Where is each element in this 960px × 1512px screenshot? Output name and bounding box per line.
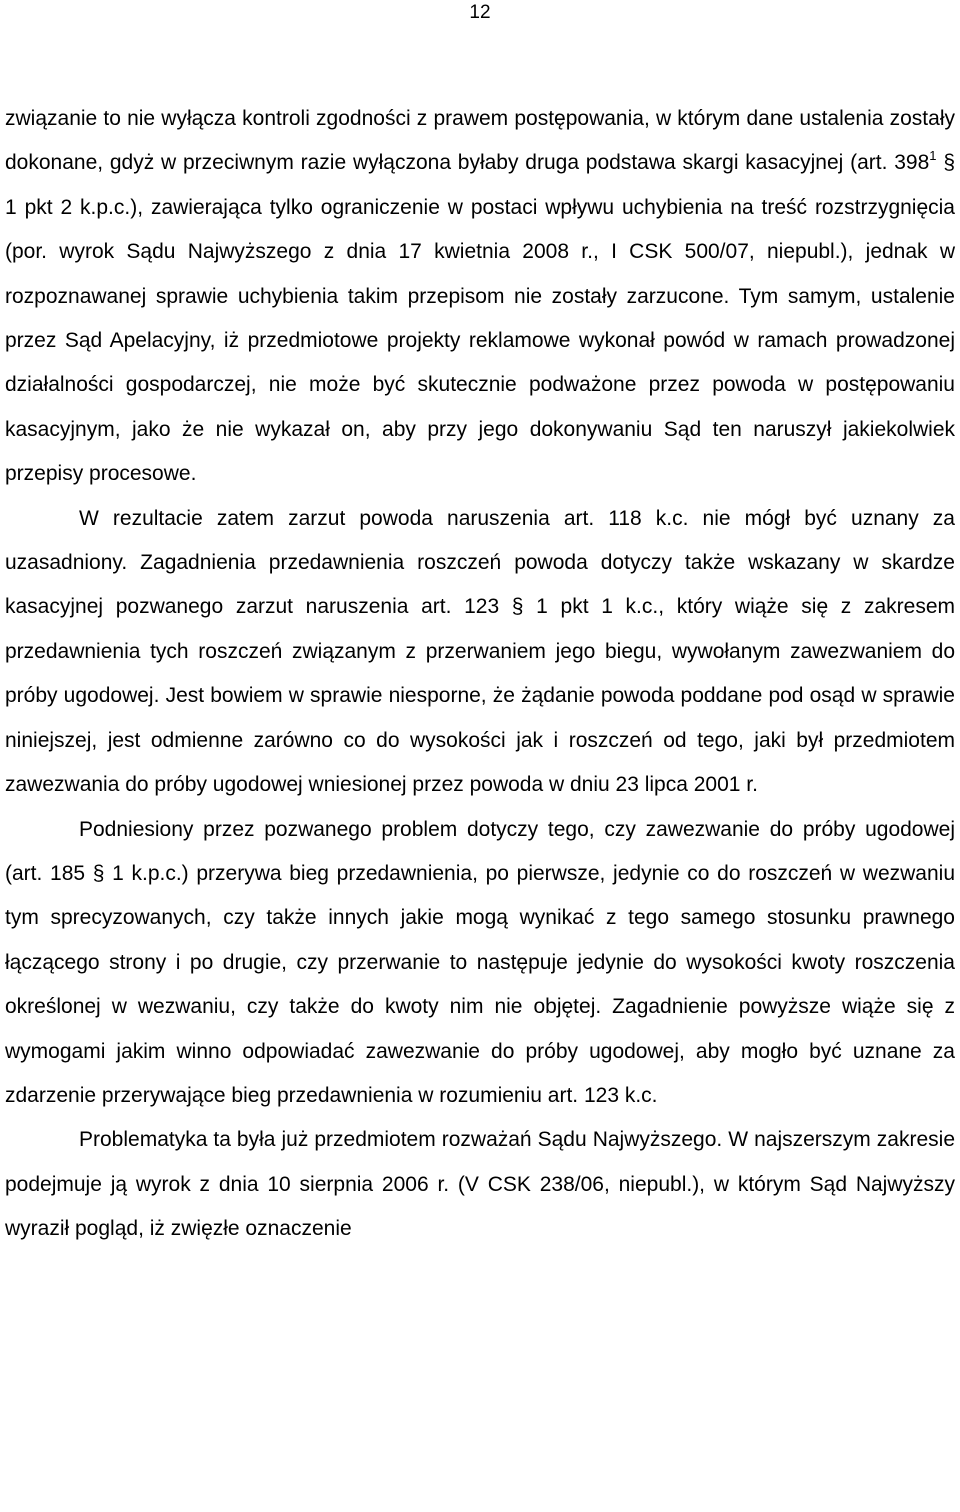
paragraph-1-text-start: związanie to nie wyłącza kontroli zgodności z prawem postępowania, w którym dane ustalenia zostały dokonane, gdyż w przeciwnym razie wyłączona byłaby druga podstawa skargi kasacyjnej (art. 398 <box>5 107 955 175</box>
paragraph-2: W rezultacie zatem zarzut powoda naruszenia art. 118 k.c. nie mógł być uznany za uzasadniony. Zagadnienia przedawnienia roszczeń powoda dotyczy także wskazany w skardze kasacyjnej pozwanego zarzut naruszenia art. 123 § 1 pkt 1 k.c., który wiąże się z zakresem przedawnienia tych roszczeń związanym z przerwaniem jego biegu, wywołanym zawezwaniem do próby ugodowej. Jest bowiem w sprawie niesporne, że żądanie powoda poddane pod osąd w sprawie niniejszej, jest odmienne zarówno co do wysokości jak i roszczeń od tego, jaki był przedmiotem zawezwania do próby ugodowej wniesionej przez powoda w dniu 23 lipca 2001 r. <box>5 506 955 797</box>
paragraph-1-text-end: § 1 pkt 2 k.p.c.), zawierająca tylko ograniczenie w postaci wpływu uchybienia na treść rozstrzygnięcia (por. wyrok Sądu Najwyższego z dnia 17 kwietnia 2008 r., I CSK 500/07, niepubl.), jednak w rozpoznawanej sprawie uchybienia takim przepisom nie zostały zarzucone. Tym samym, ustalenie przez Sąd Apelacyjny, iż przedmiotowe projekty reklamowe wykonał powód w ramach prowadzonej działalności gospodarczej, nie może być skutecznie podważone przez powoda w postępowaniu kasacyjnym, jako że nie wykazał on, aby przy jego dokonywaniu Sąd ten naruszył jakiekolwiek przepisy procesowe. <box>5 151 956 486</box>
article-superscript: 1 <box>929 148 937 164</box>
page-number: 12 <box>469 2 491 23</box>
document-body <box>5 97 955 1252</box>
paragraph-1 <box>5 97 955 497</box>
paragraph-3: Podniesiony przez pozwanego problem dotyczy tego, czy zawezwanie do próby ugodowej (art. 185 § 1 k.p.c.) przerywa bieg przedawnienia, po pierwsze, jedynie co do roszczeń w wezwaniu tym sprecyzowanych, czy także innych jakie mogą wynikać z tego samego stosunku prawnego łączącego strony i po drugie, czy przerwanie to następuje jedynie do wysokości kwoty roszczenia określonej w wezwaniu, czy także do kwoty nim nie objętej. Zagadnienie powyższe wiąże się z wymogami jakim winno odpowiadać zawezwanie do próby ugodowej, aby mogło być uznane za zdarzenie przerywające bieg przedawnienia w rozumieniu art. 123 k.c. <box>5 817 955 1107</box>
paragraph-4: Problematyka ta była już przedmiotem rozważań Sądu Najwyższego. W najszerszym zakresie podejmuje ją wyrok z dnia 10 sierpnia 2006 r. (V CSK 238/06, niepubl.), w którym Sąd Najwyższy wyraził pogląd, iż zwięzłe oznaczenie <box>5 1128 955 1241</box>
